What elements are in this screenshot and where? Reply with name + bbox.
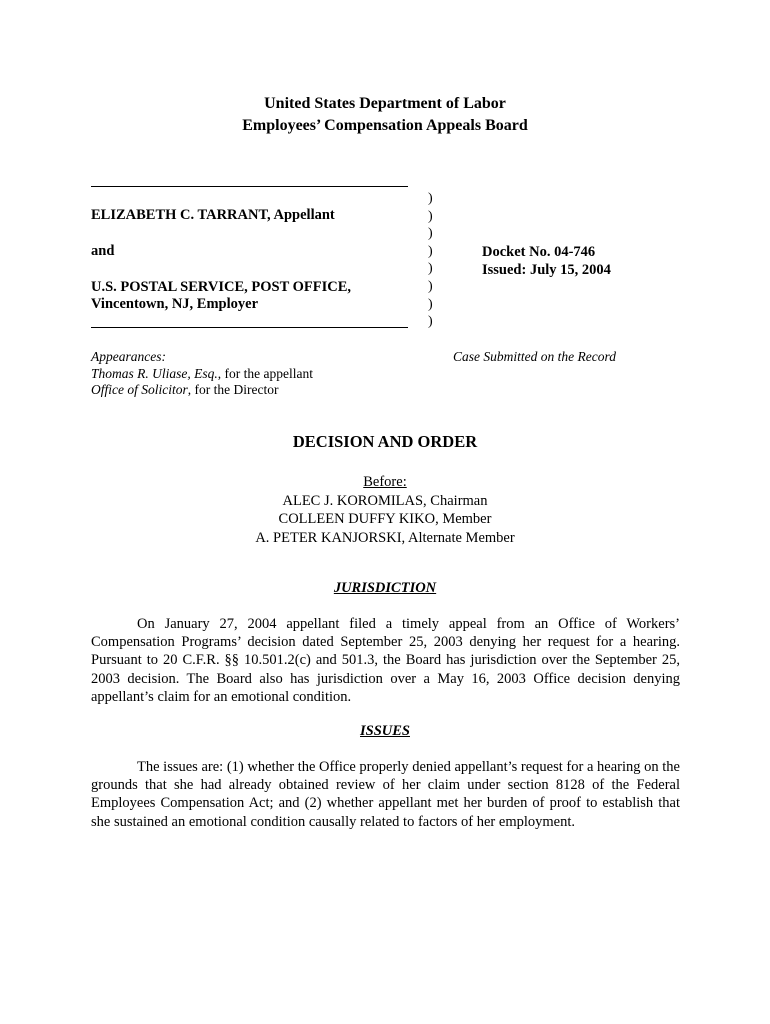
attorney-role: , for the appellant	[217, 365, 313, 381]
solicitor-role: , for the Director	[187, 382, 279, 397]
decision-title: DECISION AND ORDER	[292, 432, 478, 451]
caption-parentheses: ) ) ) ) ) ) ) )	[428, 191, 433, 330]
caption-top-rule	[91, 186, 408, 187]
attorney-name: Thomas R. Uliase, Esq.	[91, 365, 218, 381]
agency-name: United States Department of Labor	[264, 95, 506, 112]
appearances-block	[91, 349, 313, 399]
panel-member: A. PETER KANJORSKI, Alternate Member	[255, 529, 515, 546]
issues-paragraph: The issues are: (1) whether the Office properly denied appellant’s request for a hearing on the grounds that she had already obtained review of her claim under section 8128 of the Federal Employees Compensation Act; and (2) whether appellant met her burden of proof to establish that she sustained an emotional condition causally related to factors of her employment.	[91, 759, 680, 830]
appearance-director	[91, 382, 313, 399]
issued-date: Issued: July 15, 2004	[482, 262, 611, 278]
jurisdiction-paragraph: On January 27, 2004 appellant filed a timely appeal from an Office of Workers’ Compensation Programs’ decision dated September 25, 2003 denying her request for a hearing. Pursuant to 20 C.F.R. §§ 10.501.2(c) and 501.3, the Board has jurisdiction over the September 25, 2003 decision. The Board also has jurisdiction over a May 16, 2003 Office decision denying appellant’s claim for an emotional condition.	[91, 616, 680, 705]
docket-block	[482, 243, 611, 279]
appearance-appellant	[91, 366, 313, 383]
jurisdiction-heading: JURISDICTION	[333, 580, 437, 596]
docket-number: Docket No. 04-746	[482, 244, 596, 260]
board-name: Employees’ Compensation Appeals Board	[242, 117, 528, 134]
issues-heading: ISSUES	[360, 723, 410, 739]
appellant-name: ELIZABETH C. TARRANT, Appellant	[91, 207, 335, 223]
panel-member: COLLEEN DUFFY KIKO, Member	[278, 511, 492, 527]
appearances-label: Appearances:	[91, 349, 166, 364]
case-submitted-note: Case Submitted on the Record	[453, 349, 616, 364]
before-label: Before:	[363, 474, 407, 490]
solicitor-name: Office of Solicitor	[91, 382, 188, 397]
panel-block	[0, 473, 770, 547]
employer-line-1: U.S. POSTAL SERVICE, POST OFFICE,	[91, 279, 352, 295]
panel-member: ALEC J. KOROMILAS, Chairman	[282, 492, 488, 509]
employer-line-2: Vincentown, NJ, Employer	[91, 296, 259, 312]
caption-and: and	[91, 243, 115, 259]
caption-bottom-rule	[91, 327, 408, 328]
